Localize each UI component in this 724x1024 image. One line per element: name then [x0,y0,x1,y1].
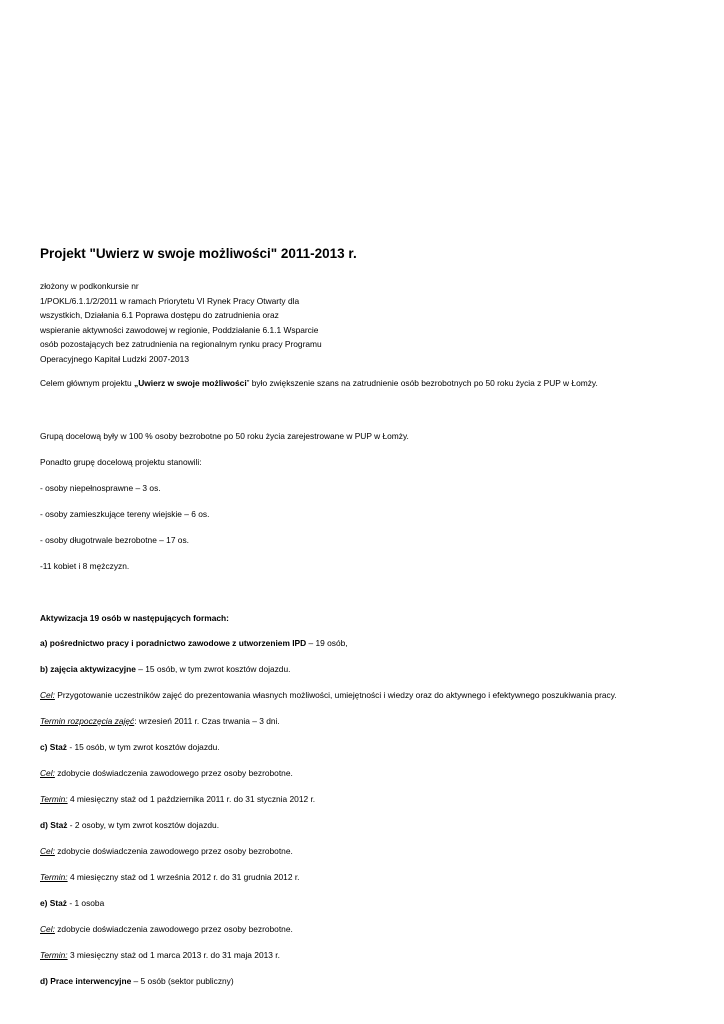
goal-label: Cel: [40,924,55,934]
term-text: 4 miesięczny staż od 1 września 2012 r. do 31 grudnia 2012 r. [67,872,300,882]
goal-text: zdobycie doświadczenia zawodowego przez osoby bezrobotne. [54,846,293,856]
intro-paragraph [40,279,322,367]
goal-paragraph [40,378,598,389]
intro-line: osób pozostających bez zatrudnienia na regionalnym rynku pracy Programu [40,339,322,350]
group-item: - osoby niepełnosprawne – 3 os. [40,483,161,493]
goal-suffix: ” było zwiększenie szans na zatrudnienie osób bezrobotnych po 50 roku życia z PUP w Łomży. [246,378,598,388]
term-label: Termin: [40,950,68,960]
item-e-goal [40,924,293,935]
term-text: 3 miesięczny staż od 1 marca 2013 r. do 31 maja 2013 r. [67,950,280,960]
item-c-goal [40,768,293,779]
item-c [40,742,220,753]
term-label: Termin rozpoczęcia zajęć [40,716,135,726]
intro-line: wszystkich, Działania 6.1 Poprawa dostępu do zatrudnienia oraz [40,310,279,321]
item-d2 [40,976,234,987]
term-label: Termin: [40,794,68,804]
item-d-goal [40,846,293,857]
activation-heading: Aktywizacja 19 osób w następujących formach: [40,613,229,623]
item-d-term [40,872,299,883]
item-a [40,638,348,649]
item-d-text: - 2 osoby, w tym zwrot kosztów dojazdu. [67,820,220,830]
item-b-text: – 15 osób, w tym zwrot kosztów dojazdu. [135,664,291,674]
item-a-text: – 19 osób, [306,638,348,648]
item-d2-label: d) Prace interwencyjne [40,976,132,986]
page-title: Projekt "Uwierz w swoje możliwości" 2011-2013 r. [40,246,357,261]
item-e-text: - 1 osoba [67,898,105,908]
goal-label: Cel: [40,768,55,778]
item-d [40,820,219,831]
goal-prefix: Celem głównym projektu [40,378,135,388]
item-b-term [40,716,280,727]
intro-line: wspieranie aktywności zawodowej w regionie, Poddziałanie 6.1.1 Wsparcie [40,324,319,335]
item-c-label: c) Staż [40,742,67,752]
item-b-goal [40,690,617,701]
intro-line: 1/POKL/6.1.1/2/2011 w ramach Priorytetu VI Rynek Pracy Otwarty dla [40,295,300,306]
intro-line: złożony w podkonkursie nr [40,281,139,291]
item-e-label: e) Staż [40,898,67,908]
item-a-label: a) pośrednictwo pracy i poradnictwo zawodowe z utworzeniem IPD [40,638,307,648]
group-item: - osoby zamieszkujące tereny wiejskie – 6 os. [40,509,210,519]
goal-project-name: „Uwierz w swoje możliwości [134,378,247,388]
item-e-term [40,950,280,961]
item-b-label: b) zajęcia aktywizacyjne [40,664,136,674]
goal-text: zdobycie doświadczenia zawodowego przez osoby bezrobotne. [54,768,293,778]
goal-text: zdobycie doświadczenia zawodowego przez osoby bezrobotne. [54,924,293,934]
additional-group-intro: Ponadto grupę docelową projektu stanowili: [40,457,202,467]
term-text: 4 miesięczny staż od 1 października 2011 r. do 31 stycznia 2012 r. [67,794,316,804]
target-group-text: Grupą docelową były w 100 % osoby bezrobotne po 50 roku życia zarejestrowane w PUP w Łomży. [40,431,409,441]
item-d2-text: – 5 osób (sektor publiczny) [131,976,234,986]
item-c-text: - 15 osób, w tym zwrot kosztów dojazdu. [67,742,220,752]
item-e [40,898,104,909]
term-label: Termin: [40,872,68,882]
term-text: : wrzesień 2011 r. Czas trwania – 3 dni. [134,716,280,726]
group-item: -11 kobiet i 8 mężczyzn. [40,561,130,571]
item-b [40,664,290,675]
goal-label: Cel: [40,690,55,700]
intro-line: Operacyjnego Kapitał Ludzki 2007-2013 [40,353,189,364]
item-d-label: d) Staż [40,820,68,830]
group-item: - osoby długotrwale bezrobotne – 17 os. [40,535,189,545]
item-c-term [40,794,315,805]
goal-text: Przygotowanie uczestników zajęć do prezentowania własnych możliwości, umiejętności i wiedzy oraz do aktywnego i efektywnego poszukiwania pracy. [54,690,617,700]
goal-label: Cel: [40,846,55,856]
